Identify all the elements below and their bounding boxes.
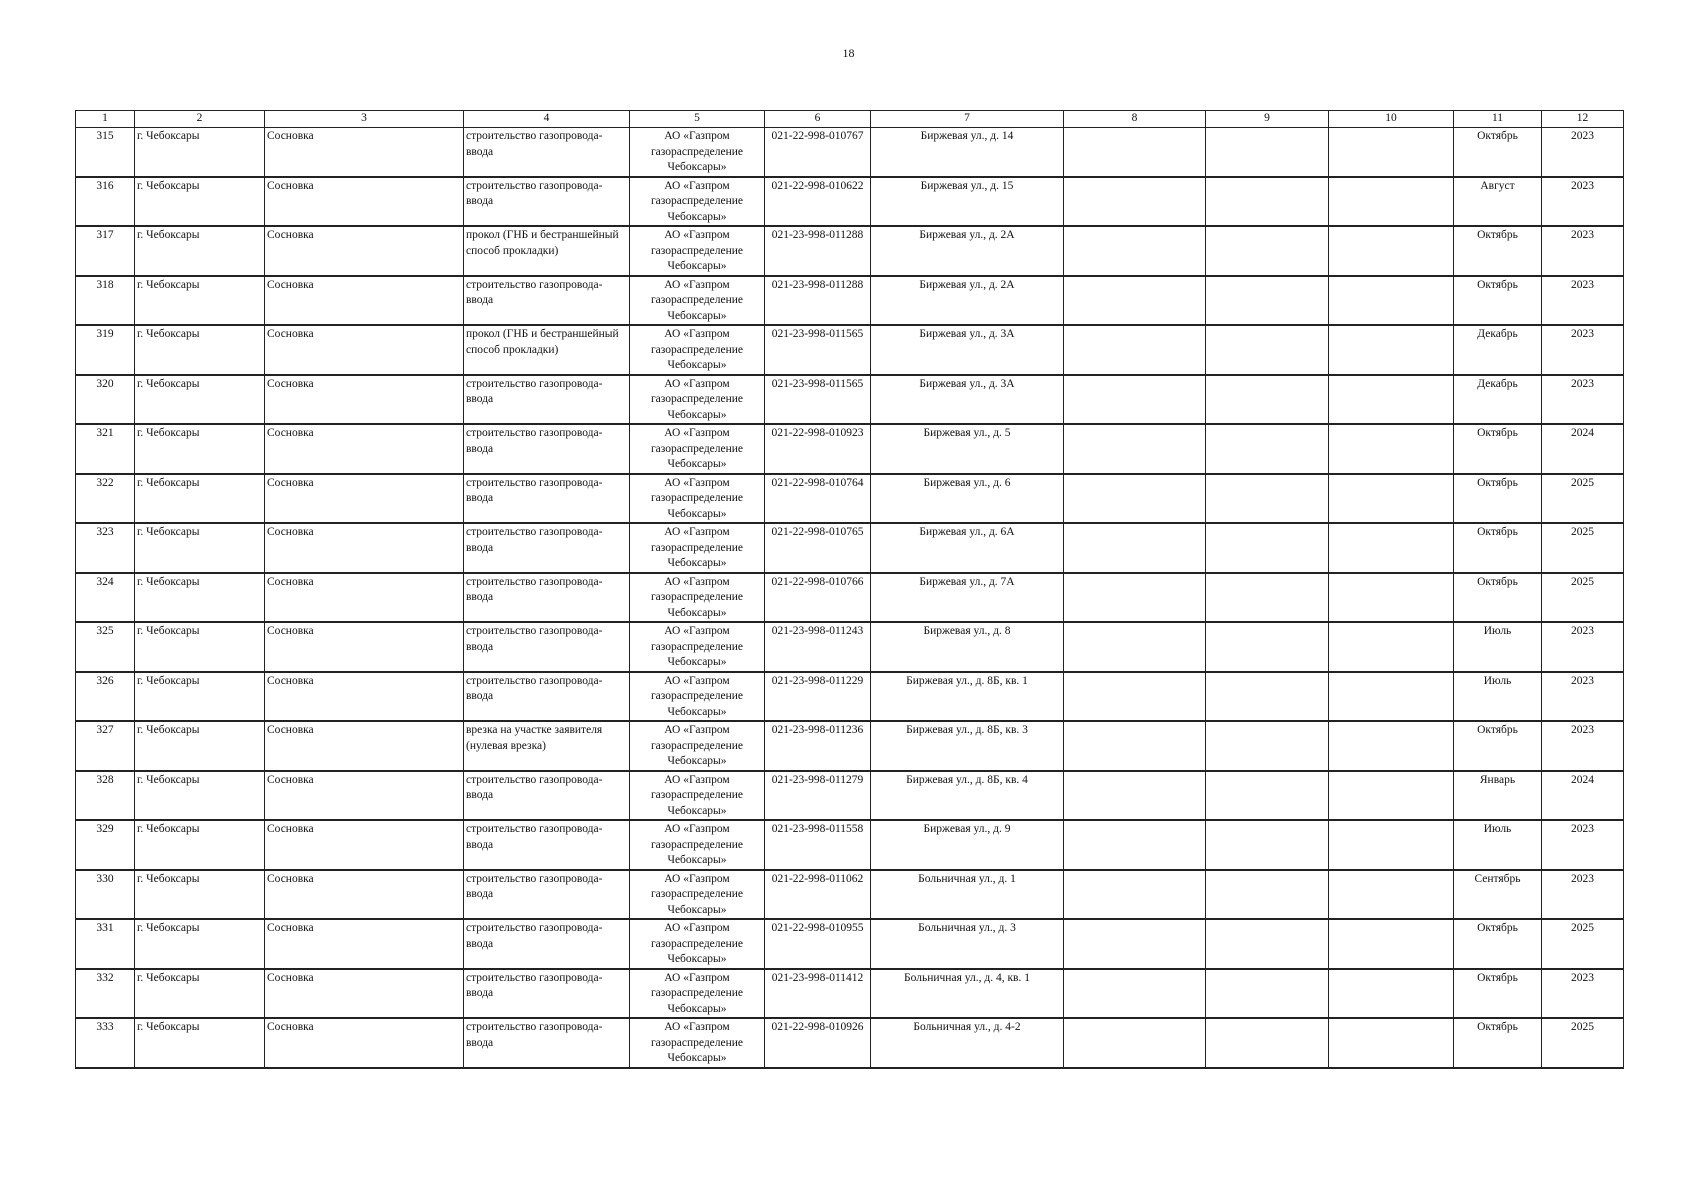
month-cell: Июль (1454, 622, 1542, 672)
column-8-cell (1064, 424, 1206, 474)
city-cell: г. Чебоксары (135, 177, 265, 227)
district-cell: Сосновка (265, 1018, 464, 1068)
city-cell: г. Чебоксары (135, 375, 265, 425)
city-cell: г. Чебоксары (135, 226, 265, 276)
column-8-cell (1064, 1018, 1206, 1068)
organization-cell: АО «Газпром газораспределение Чебоксары» (630, 969, 765, 1019)
column-10-cell (1329, 226, 1454, 276)
column-header: 11 (1454, 111, 1542, 128)
work-type-cell: строительство газопровода-ввода (464, 128, 630, 177)
column-8-cell (1064, 870, 1206, 920)
row-number: 327 (76, 721, 135, 771)
district-cell: Сосновка (265, 276, 464, 326)
year-cell: 2024 (1542, 771, 1624, 821)
month-cell: Октябрь (1454, 523, 1542, 573)
district-cell: Сосновка (265, 919, 464, 969)
year-cell: 2023 (1542, 721, 1624, 771)
month-cell: Октябрь (1454, 424, 1542, 474)
district-cell: Сосновка (265, 128, 464, 177)
work-type-cell: прокол (ГНБ и бестраншейный способ прокладки) (464, 226, 630, 276)
column-8-cell (1064, 919, 1206, 969)
column-number-header (76, 111, 1624, 128)
city-cell: г. Чебоксары (135, 919, 265, 969)
organization-cell: АО «Газпром газораспределение Чебоксары» (630, 523, 765, 573)
month-cell: Октябрь (1454, 721, 1542, 771)
column-10-cell (1329, 424, 1454, 474)
year-cell: 2023 (1542, 226, 1624, 276)
work-type-cell: строительство газопровода-ввода (464, 177, 630, 227)
city-cell: г. Чебоксары (135, 325, 265, 375)
application-code-cell: 021-23-998-011558 (765, 820, 871, 870)
row-number: 320 (76, 375, 135, 425)
table-row (76, 424, 1624, 474)
table-row (76, 919, 1624, 969)
column-9-cell (1206, 276, 1329, 326)
column-9-cell (1206, 721, 1329, 771)
city-cell: г. Чебоксары (135, 523, 265, 573)
row-number: 315 (76, 128, 135, 177)
city-cell: г. Чебоксары (135, 1018, 265, 1068)
table-row (76, 325, 1624, 375)
row-number: 330 (76, 870, 135, 920)
table-row (76, 622, 1624, 672)
district-cell: Сосновка (265, 573, 464, 623)
column-8-cell (1064, 573, 1206, 623)
column-10-cell (1329, 325, 1454, 375)
application-code-cell: 021-22-998-010764 (765, 474, 871, 524)
year-cell: 2025 (1542, 573, 1624, 623)
table-row (76, 276, 1624, 326)
address-cell: Больничная ул., д. 4-2 (871, 1018, 1064, 1068)
month-cell: Август (1454, 177, 1542, 227)
organization-cell: АО «Газпром газораспределение Чебоксары» (630, 771, 765, 821)
column-9-cell (1206, 523, 1329, 573)
year-cell: 2023 (1542, 276, 1624, 326)
city-cell: г. Чебоксары (135, 424, 265, 474)
year-cell: 2023 (1542, 672, 1624, 722)
district-cell: Сосновка (265, 226, 464, 276)
organization-cell: АО «Газпром газораспределение Чебоксары» (630, 474, 765, 524)
table-row (76, 375, 1624, 425)
work-type-cell: строительство газопровода-ввода (464, 375, 630, 425)
month-cell: Декабрь (1454, 375, 1542, 425)
column-10-cell (1329, 622, 1454, 672)
work-type-cell: врезка на участке заявителя (нулевая врезка) (464, 721, 630, 771)
row-number: 324 (76, 573, 135, 623)
work-type-cell: строительство газопровода-ввода (464, 969, 630, 1019)
work-type-cell: строительство газопровода-ввода (464, 573, 630, 623)
district-cell: Сосновка (265, 622, 464, 672)
district-cell: Сосновка (265, 424, 464, 474)
district-cell: Сосновка (265, 969, 464, 1019)
column-header: 1 (76, 111, 135, 128)
row-number: 326 (76, 672, 135, 722)
city-cell: г. Чебоксары (135, 771, 265, 821)
application-code-cell: 021-22-998-011062 (765, 870, 871, 920)
organization-cell: АО «Газпром газораспределение Чебоксары» (630, 325, 765, 375)
city-cell: г. Чебоксары (135, 622, 265, 672)
application-code-cell: 021-23-998-011236 (765, 721, 871, 771)
city-cell: г. Чебоксары (135, 721, 265, 771)
table-row (76, 523, 1624, 573)
work-type-cell: строительство газопровода-ввода (464, 424, 630, 474)
application-code-cell: 021-23-998-011229 (765, 672, 871, 722)
column-8-cell (1064, 375, 1206, 425)
work-type-cell: строительство газопровода-ввода (464, 820, 630, 870)
address-cell: Биржевая ул., д. 15 (871, 177, 1064, 227)
city-cell: г. Чебоксары (135, 128, 265, 177)
month-cell: Октябрь (1454, 969, 1542, 1019)
column-10-cell (1329, 771, 1454, 821)
row-number: 329 (76, 820, 135, 870)
column-9-cell (1206, 177, 1329, 227)
column-8-cell (1064, 771, 1206, 821)
work-type-cell: строительство газопровода-ввода (464, 276, 630, 326)
column-9-cell (1206, 474, 1329, 524)
application-code-cell: 021-23-998-011565 (765, 375, 871, 425)
city-cell: г. Чебоксары (135, 672, 265, 722)
address-cell: Биржевая ул., д. 7А (871, 573, 1064, 623)
year-cell: 2023 (1542, 177, 1624, 227)
column-9-cell (1206, 325, 1329, 375)
column-8-cell (1064, 474, 1206, 524)
city-cell: г. Чебоксары (135, 474, 265, 524)
column-9-cell (1206, 1018, 1329, 1068)
table-row (76, 969, 1624, 1019)
work-type-cell: строительство газопровода-ввода (464, 622, 630, 672)
organization-cell: АО «Газпром газораспределение Чебоксары» (630, 573, 765, 623)
year-cell: 2023 (1542, 969, 1624, 1019)
address-cell: Биржевая ул., д. 8Б, кв. 1 (871, 672, 1064, 722)
district-cell: Сосновка (265, 523, 464, 573)
month-cell: Октябрь (1454, 919, 1542, 969)
column-8-cell (1064, 276, 1206, 326)
organization-cell: АО «Газпром газораспределение Чебоксары» (630, 424, 765, 474)
column-8-cell (1064, 523, 1206, 573)
table-body (76, 128, 1624, 1068)
district-cell: Сосновка (265, 375, 464, 425)
table-row (76, 721, 1624, 771)
table-row (76, 226, 1624, 276)
column-9-cell (1206, 672, 1329, 722)
organization-cell: АО «Газпром газораспределение Чебоксары» (630, 870, 765, 920)
column-8-cell (1064, 820, 1206, 870)
organization-cell: АО «Газпром газораспределение Чебоксары» (630, 177, 765, 227)
application-code-cell: 021-22-998-010766 (765, 573, 871, 623)
column-10-cell (1329, 177, 1454, 227)
application-code-cell: 021-22-998-010767 (765, 128, 871, 177)
month-cell: Октябрь (1454, 474, 1542, 524)
column-8-cell (1064, 128, 1206, 177)
work-type-cell: строительство газопровода-ввода (464, 771, 630, 821)
row-number: 318 (76, 276, 135, 326)
column-10-cell (1329, 474, 1454, 524)
row-number: 325 (76, 622, 135, 672)
year-cell: 2025 (1542, 919, 1624, 969)
work-type-cell: строительство газопровода-ввода (464, 919, 630, 969)
application-code-cell: 021-23-998-011243 (765, 622, 871, 672)
column-10-cell (1329, 128, 1454, 177)
city-cell: г. Чебоксары (135, 969, 265, 1019)
row-number: 323 (76, 523, 135, 573)
application-code-cell: 021-23-998-011412 (765, 969, 871, 1019)
column-8-cell (1064, 672, 1206, 722)
organization-cell: АО «Газпром газораспределение Чебоксары» (630, 128, 765, 177)
column-8-cell (1064, 177, 1206, 227)
address-cell: Биржевая ул., д. 3А (871, 325, 1064, 375)
organization-cell: АО «Газпром газораспределение Чебоксары» (630, 820, 765, 870)
column-10-cell (1329, 820, 1454, 870)
column-10-cell (1329, 870, 1454, 920)
month-cell: Декабрь (1454, 325, 1542, 375)
row-number: 316 (76, 177, 135, 227)
organization-cell: АО «Газпром газораспределение Чебоксары» (630, 672, 765, 722)
district-cell: Сосновка (265, 820, 464, 870)
column-9-cell (1206, 771, 1329, 821)
column-9-cell (1206, 870, 1329, 920)
month-cell: Октябрь (1454, 276, 1542, 326)
column-9-cell (1206, 375, 1329, 425)
work-type-cell: строительство газопровода-ввода (464, 870, 630, 920)
month-cell: Сентябрь (1454, 870, 1542, 920)
column-10-cell (1329, 672, 1454, 722)
column-header: 9 (1206, 111, 1329, 128)
district-cell: Сосновка (265, 721, 464, 771)
application-code-cell: 021-23-998-011288 (765, 276, 871, 326)
organization-cell: АО «Газпром газораспределение Чебоксары» (630, 276, 765, 326)
column-header: 7 (871, 111, 1064, 128)
column-header: 12 (1542, 111, 1624, 128)
organization-cell: АО «Газпром газораспределение Чебоксары» (630, 226, 765, 276)
month-cell: Октябрь (1454, 226, 1542, 276)
column-10-cell (1329, 523, 1454, 573)
month-cell: Июль (1454, 672, 1542, 722)
organization-cell: АО «Газпром газораспределение Чебоксары» (630, 375, 765, 425)
address-cell: Биржевая ул., д. 5 (871, 424, 1064, 474)
organization-cell: АО «Газпром газораспределение Чебоксары» (630, 919, 765, 969)
district-cell: Сосновка (265, 870, 464, 920)
work-type-cell: прокол (ГНБ и бестраншейный способ прокладки) (464, 325, 630, 375)
column-9-cell (1206, 424, 1329, 474)
row-number: 331 (76, 919, 135, 969)
city-cell: г. Чебоксары (135, 820, 265, 870)
table-row (76, 1018, 1624, 1068)
address-cell: Биржевая ул., д. 2А (871, 276, 1064, 326)
application-code-cell: 021-22-998-010765 (765, 523, 871, 573)
city-cell: г. Чебоксары (135, 870, 265, 920)
table-row (76, 771, 1624, 821)
address-cell: Больничная ул., д. 4, кв. 1 (871, 969, 1064, 1019)
address-cell: Биржевая ул., д. 14 (871, 128, 1064, 177)
column-header: 4 (464, 111, 630, 128)
application-code-cell: 021-23-998-011279 (765, 771, 871, 821)
column-10-cell (1329, 276, 1454, 326)
column-10-cell (1329, 919, 1454, 969)
column-8-cell (1064, 325, 1206, 375)
year-cell: 2023 (1542, 375, 1624, 425)
application-code-cell: 021-22-998-010955 (765, 919, 871, 969)
column-9-cell (1206, 226, 1329, 276)
column-header: 3 (265, 111, 464, 128)
column-header: 6 (765, 111, 871, 128)
application-code-cell: 021-23-998-011288 (765, 226, 871, 276)
organization-cell: АО «Газпром газораспределение Чебоксары» (630, 1018, 765, 1068)
row-number: 319 (76, 325, 135, 375)
city-cell: г. Чебоксары (135, 573, 265, 623)
column-10-cell (1329, 1018, 1454, 1068)
table-row (76, 177, 1624, 227)
application-code-cell: 021-22-998-010926 (765, 1018, 871, 1068)
column-header: 5 (630, 111, 765, 128)
year-cell: 2023 (1542, 622, 1624, 672)
city-cell: г. Чебоксары (135, 276, 265, 326)
column-header: 2 (135, 111, 265, 128)
district-cell: Сосновка (265, 672, 464, 722)
table-row (76, 474, 1624, 524)
column-9-cell (1206, 128, 1329, 177)
column-10-cell (1329, 573, 1454, 623)
table-row (76, 820, 1624, 870)
address-cell: Биржевая ул., д. 6 (871, 474, 1064, 524)
table-row (76, 573, 1624, 623)
month-cell: Октябрь (1454, 128, 1542, 177)
application-code-cell: 021-22-998-010622 (765, 177, 871, 227)
column-8-cell (1064, 226, 1206, 276)
year-cell: 2023 (1542, 870, 1624, 920)
district-cell: Сосновка (265, 177, 464, 227)
year-cell: 2025 (1542, 1018, 1624, 1068)
column-10-cell (1329, 721, 1454, 771)
address-cell: Биржевая ул., д. 6А (871, 523, 1064, 573)
address-cell: Биржевая ул., д. 8Б, кв. 3 (871, 721, 1064, 771)
column-8-cell (1064, 721, 1206, 771)
year-cell: 2023 (1542, 128, 1624, 177)
row-number: 317 (76, 226, 135, 276)
row-number: 332 (76, 969, 135, 1019)
column-9-cell (1206, 573, 1329, 623)
year-cell: 2025 (1542, 474, 1624, 524)
application-code-cell: 021-23-998-011565 (765, 325, 871, 375)
district-cell: Сосновка (265, 325, 464, 375)
work-type-cell: строительство газопровода-ввода (464, 523, 630, 573)
column-10-cell (1329, 969, 1454, 1019)
work-type-cell: строительство газопровода-ввода (464, 474, 630, 524)
work-type-cell: строительство газопровода-ввода (464, 1018, 630, 1068)
year-cell: 2023 (1542, 820, 1624, 870)
organization-cell: АО «Газпром газораспределение Чебоксары» (630, 721, 765, 771)
column-10-cell (1329, 375, 1454, 425)
column-9-cell (1206, 919, 1329, 969)
year-cell: 2024 (1542, 424, 1624, 474)
year-cell: 2025 (1542, 523, 1624, 573)
column-9-cell (1206, 622, 1329, 672)
column-8-cell (1064, 969, 1206, 1019)
table-row (76, 870, 1624, 920)
address-cell: Биржевая ул., д. 8Б, кв. 4 (871, 771, 1064, 821)
month-cell: Июль (1454, 820, 1542, 870)
gas-connection-table (75, 110, 1624, 1069)
row-number: 333 (76, 1018, 135, 1068)
address-cell: Биржевая ул., д. 3А (871, 375, 1064, 425)
page-number: 18 (842, 46, 855, 60)
row-number: 321 (76, 424, 135, 474)
month-cell: Октябрь (1454, 1018, 1542, 1068)
organization-cell: АО «Газпром газораспределение Чебоксары» (630, 622, 765, 672)
table-row (76, 128, 1624, 177)
address-cell: Биржевая ул., д. 2А (871, 226, 1064, 276)
address-cell: Биржевая ул., д. 9 (871, 820, 1064, 870)
address-cell: Больничная ул., д. 3 (871, 919, 1064, 969)
column-9-cell (1206, 969, 1329, 1019)
year-cell: 2023 (1542, 325, 1624, 375)
column-9-cell (1206, 820, 1329, 870)
address-cell: Биржевая ул., д. 8 (871, 622, 1064, 672)
month-cell: Октябрь (1454, 573, 1542, 623)
month-cell: Январь (1454, 771, 1542, 821)
district-cell: Сосновка (265, 771, 464, 821)
row-number: 322 (76, 474, 135, 524)
work-type-cell: строительство газопровода-ввода (464, 672, 630, 722)
address-cell: Больничная ул., д. 1 (871, 870, 1064, 920)
district-cell: Сосновка (265, 474, 464, 524)
column-8-cell (1064, 622, 1206, 672)
column-header: 8 (1064, 111, 1206, 128)
column-header: 10 (1329, 111, 1454, 128)
row-number: 328 (76, 771, 135, 821)
table-row (76, 672, 1624, 722)
application-code-cell: 021-22-998-010923 (765, 424, 871, 474)
